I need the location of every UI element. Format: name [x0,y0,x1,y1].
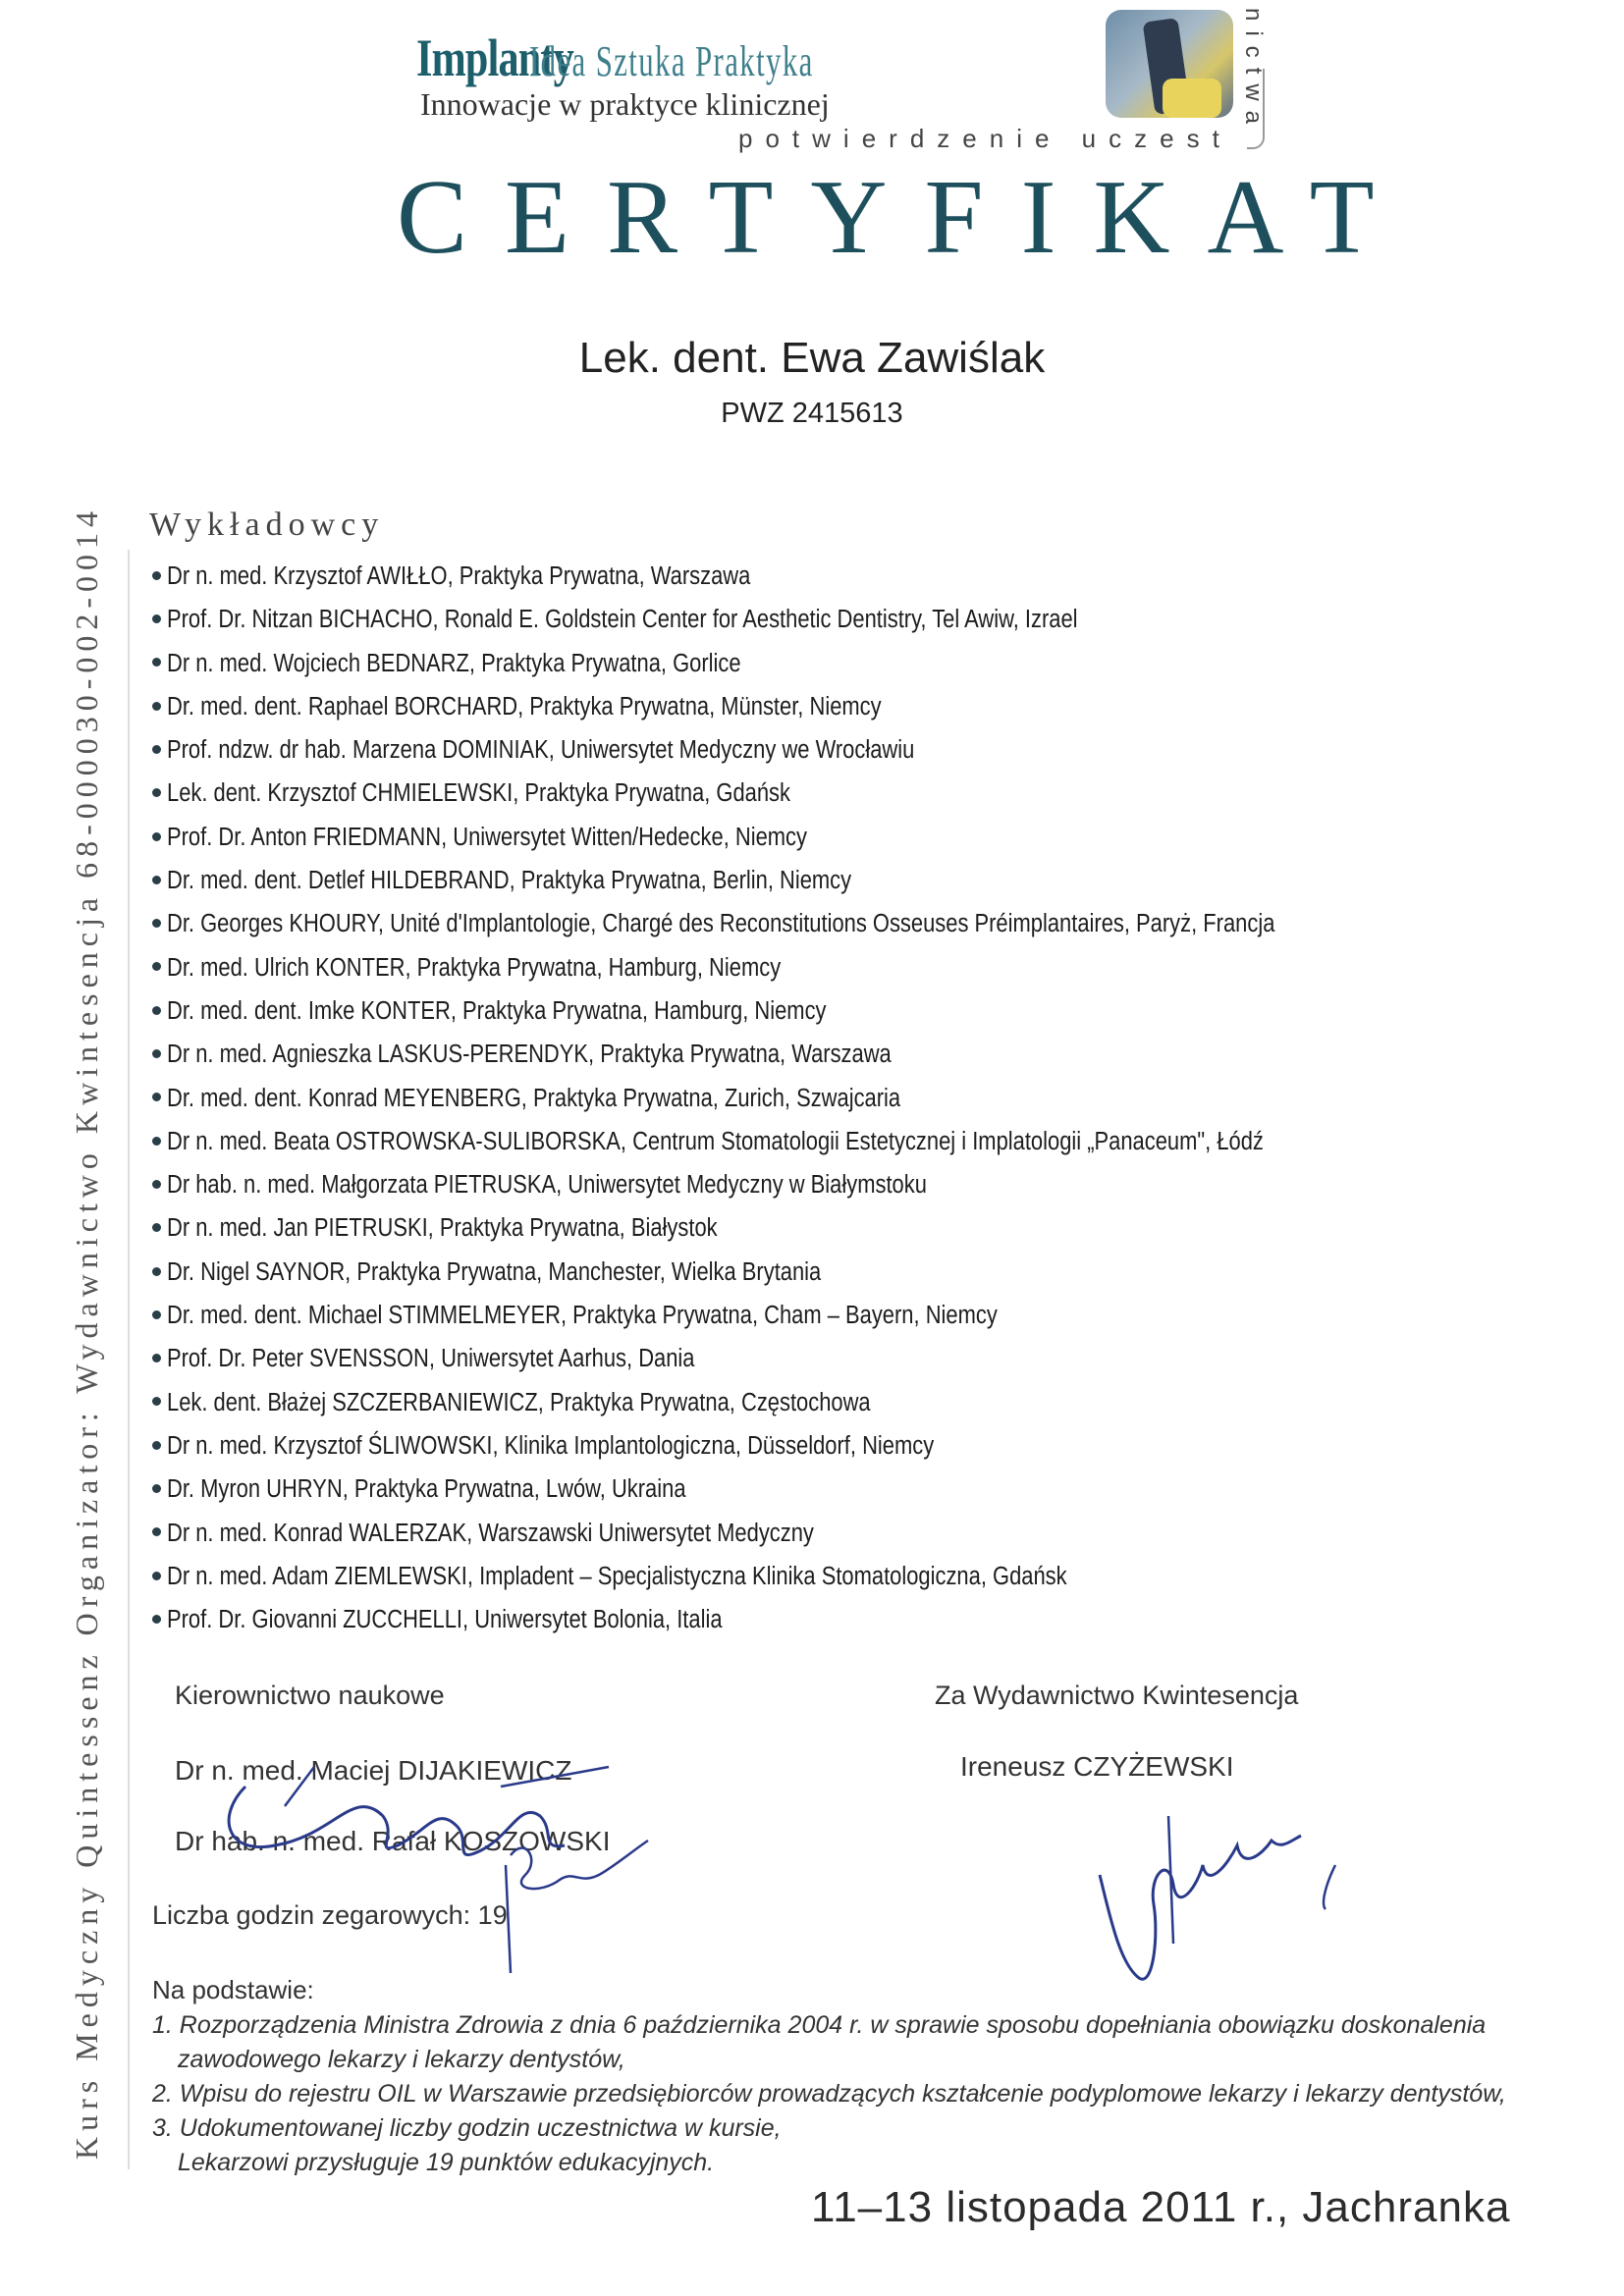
lecturer-text: Prof. Dr. Nitzan BICHACHO, Ronald E. Goldstein Center for Aesthetic Dentistry, Tel Awiw, Izrael [167,606,1078,634]
brand-photo [1106,10,1233,118]
side-organizer-text: Kurs Medyczny Quintessenz Organizator: Wydawnictwo Kwintesencja 68-000030-002-0014 [69,505,104,2160]
bullet-icon [152,919,161,928]
bullet-icon [152,1310,161,1319]
lecturer-text: Dr. med. Ulrich KONTER, Praktyka Prywatna, Hamburg, Niemcy [167,953,782,982]
lecturer-item [152,902,1455,945]
basis-item: Lekarzowi przysługuje 19 punktów edukacyjnych. [178,2149,715,2176]
lecturer-item [152,1033,1455,1076]
lecturer-item [152,1424,1455,1468]
recipient-pwz: PWZ 2415613 [721,398,903,429]
lecturer-text: Prof. Dr. Giovanni ZUCCHELLI, Uniwersytet Bolonia, Italia [167,1606,723,1634]
lecturer-text: Dr n. med. Konrad WALERZAK, Warszawski Uniwersytet Medyczny [167,1519,814,1547]
basis-item: 1. Rozporządzenia Ministra Zdrowia z dnia 6 października 2004 r. w sprawie sposobu dopełniania obowiązku doskonalenia [152,2011,1487,2039]
lecturer-text: Dr hab. n. med. Małgorzata PIETRUSKA, Uniwersytet Medyczny w Białymstoku [167,1171,927,1200]
scientific-lead-2: Dr hab. n. med. Rafał KOSZOWSKI [175,1826,611,1856]
lecturer-text: Dr. med. dent. Detlef HILDEBRAND, Praktyka Prywatna, Berlin, Niemcy [167,867,852,895]
lecturer-item [152,946,1455,989]
brand-main: Implanty [416,28,573,87]
brand-sub: Idea Sztuka Praktyka [529,37,814,85]
basis-label: Na podstawie: [152,1975,314,2004]
bullet-icon [152,1484,161,1493]
basis-list [152,2008,1527,2180]
lecturer-item [152,1251,1455,1294]
lecturer-text: Dr. Nigel SAYNOR, Praktyka Prywatna, Manchester, Wielka Brytania [167,1257,822,1286]
lecturer-text: Dr n. med. Agnieszka LASKUS-PERENDYK, Praktyka Prywatna, Warszawa [167,1041,892,1069]
lecturer-item [152,685,1455,728]
bullet-icon [152,1572,161,1580]
lecturer-text: Dr n. med. Krzysztof AWIŁŁO, Praktyka Prywatna, Warszawa [167,562,751,590]
signature-right [1080,1796,1375,1993]
lecturer-item [152,598,1455,641]
certificate-title: CERTYFIKAT [397,159,1412,276]
recipient-name: Lek. dent. Ewa Zawiślak [578,334,1046,382]
lecturer-item [152,989,1455,1033]
lecturer-item [152,1337,1455,1380]
signature-left [187,1747,697,1983]
confirmation-vertical: nictwa [1240,8,1267,134]
publisher-signatory: Ireneusz CZYŻEWSKI [960,1751,1234,1782]
bullet-icon [152,876,161,884]
lecturer-text: Prof. Dr. Peter SVENSSON, Uniwersytet Aarhus, Dania [167,1345,695,1373]
lecturers-heading: Wykładowcy [149,507,385,543]
lecturer-item [152,1555,1455,1598]
lecturer-text: Dr n. med. Adam ZIEMLEWSKI, Impladent – Specjalistyczna Klinika Stomatologiczna, Gdańsk [167,1562,1067,1590]
bullet-icon [152,1137,161,1146]
lecturer-item [152,1512,1455,1555]
tagline: Innowacje w praktyce klinicznej [420,86,830,122]
bullet-icon [152,702,161,711]
confirmation-text: potwierdzenie uczest [738,124,1232,153]
lecturer-item [152,1120,1455,1163]
lecturer-item [152,1381,1455,1424]
lecturer-text: Dr. med. dent. Konrad MEYENBERG, Praktyka Prywatna, Zurich, Szwajcaria [167,1084,901,1112]
bullet-icon [152,1049,161,1058]
lecturer-item [152,728,1455,772]
bullet-icon [152,1006,161,1015]
hours-count: Liczba godzin zegarowych: 19 [152,1900,508,1930]
lecturer-text: Dr. med. dent. Raphael BORCHARD, Praktyka Prywatna, Münster, Niemcy [167,692,882,721]
bullet-icon [152,745,161,754]
basis-item: 3. Udokumentowanej liczby godzin uczestnictwa w kursie, [152,2114,782,2142]
bullet-icon [152,1223,161,1232]
scientific-lead-1: Dr n. med. Maciej DIJAKIEWICZ [175,1755,572,1786]
lecturer-text: Prof. ndzw. dr hab. Marzena DOMINIAK, Uniwersytet Medyczny we Wrocławiu [167,736,915,765]
lecturer-text: Dr n. med. Jan PIETRUSKI, Praktyka Prywatna, Białystok [167,1214,718,1243]
lecturer-text: Dr. Myron UHRYN, Praktyka Prywatna, Lwów, Ukraina [167,1475,686,1504]
basis-item: zawodowego lekarzy i lekarzy dentystów, [178,2046,625,2073]
lecturer-item [152,772,1455,815]
bullet-icon [152,832,161,841]
lecturer-item [152,1598,1455,1641]
lecturer-item [152,1468,1455,1511]
lecturer-item [152,859,1455,902]
bullet-icon [152,571,161,580]
scientific-board-label: Kierownictwo naukowe [175,1681,445,1710]
bullet-icon [152,1093,161,1101]
bullet-icon [152,1441,161,1450]
lecturer-text: Lek. dent. Krzysztof CHMIELEWSKI, Praktyka Prywatna, Gdańsk [167,779,790,808]
lecturer-text: Lek. dent. Błażej SZCZERBANIEWICZ, Praktyka Prywatna, Częstochowa [167,1388,871,1416]
lecturer-item [152,555,1455,598]
bullet-icon [152,1267,161,1276]
basis-item: 2. Wpisu do rejestru OIL w Warszawie przedsiębiorców prowadzących kształcenie podyplomowe lekarzy i lekarzy dentystów, [152,2080,1506,2108]
lecturer-item [152,1163,1455,1206]
lecturer-item [152,816,1455,859]
brand-logo [416,27,936,88]
lecturer-item [152,1077,1455,1120]
publisher-label: Za Wydawnictwo Kwintesencja [935,1681,1299,1710]
lecturer-text: Dr n. med. Krzysztof ŚLIWOWSKI, Klinika Implantologiczna, Düsseldorf, Niemcy [167,1431,935,1460]
lecturer-item [152,642,1455,685]
lecturer-text: Dr n. med. Beata OSTROWSKA-SULIBORSKA, Centrum Stomatologii Estetycznej i Implatologii „Panaceum", Łódź [167,1127,1264,1155]
bullet-icon [152,1180,161,1189]
place-and-date: 11–13 listopada 2011 r., Jachranka [811,2183,1511,2231]
bullet-icon [152,962,161,971]
bullet-icon [152,1527,161,1536]
bullet-icon [152,788,161,797]
side-divider [128,550,130,2169]
bullet-icon [152,658,161,667]
lecturer-item [152,1206,1455,1250]
bullet-icon [152,614,161,623]
decorative-bracket [1247,69,1265,149]
bullet-icon [152,1397,161,1406]
lecturer-item [152,1294,1455,1337]
lecturer-text: Prof. Dr. Anton FRIEDMANN, Uniwersytet Witten/Hedecke, Niemcy [167,823,808,851]
lecturers-list [152,555,1455,1641]
bullet-icon [152,1354,161,1362]
lecturer-text: Dr n. med. Wojciech BEDNARZ, Praktyka Prywatna, Gorlice [167,649,741,677]
lecturer-text: Dr. med. dent. Michael STIMMELMEYER, Praktyka Prywatna, Cham – Bayern, Niemcy [167,1302,998,1330]
lecturer-text: Dr. Georges KHOURY, Unité d'Implantologie, Chargé des Reconstitutions Osseuses Préimplantaires, Paryż, Francja [167,910,1275,938]
lecturer-text: Dr. med. dent. Imke KONTER, Praktyka Prywatna, Hamburg, Niemcy [167,996,827,1025]
bullet-icon [152,1615,161,1624]
